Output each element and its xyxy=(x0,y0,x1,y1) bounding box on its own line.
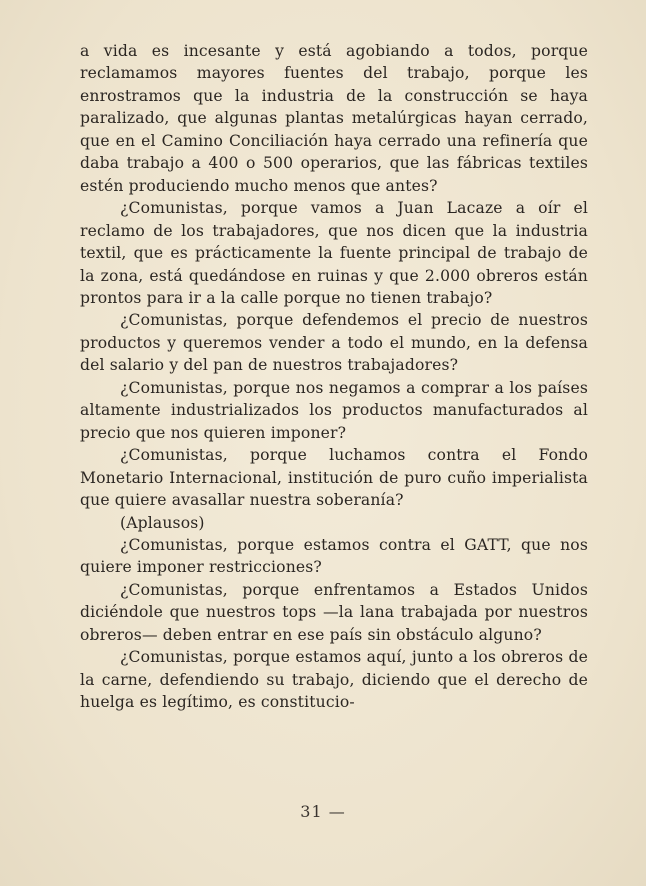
paragraph-7: ¿Comunistas, porque estamos contra el GATT, que nos quiere imponer restricciones? xyxy=(80,535,588,577)
paragraph-2: ¿Comunistas, porque vamos a Juan Lacaze a oír el reclamo de los trabajadores, que nos dicen que la industria textil, que es prácticamente la fuente principal de trabajo de la zona, está quedándose en ruinas y que 2.000 obreros están prontos para ir a la calle porque no tienen trabajo? xyxy=(80,199,588,307)
paragraph-3: ¿Comunistas, porque defendemos el precio de nuestros productos y queremos vender a todo el mundo, en la defensa del salario y del pan de nuestros trabajadores? xyxy=(80,311,588,375)
paragraph-8: ¿Comunistas, porque enfrentamos a Estados Unidos diciéndole que nuestros tops —la lana trabajada por nuestros obreros— deben entrar en ese país sin obstáculo alguno? xyxy=(80,580,588,644)
paragraph-9: ¿Comunistas, porque estamos aquí, junto a los obreros de la carne, defendiendo su trabajo, diciendo que el derecho de huelga es legítimo, es constitucio- xyxy=(80,648,588,712)
body-text xyxy=(80,40,588,714)
page-number: 31 — xyxy=(300,802,346,821)
paragraph-5: ¿Comunistas, porque luchamos contra el Fondo Monetario Internacional, institución de puro cuño imperialista que quiere avasallar nuestra soberanía? xyxy=(80,446,588,510)
paragraph-4: ¿Comunistas, porque nos negamos a comprar a los países altamente industrializados los productos manufacturados al precio que nos quieren imponer? xyxy=(80,378,588,442)
paragraph-1: a vida es incesante y está agobiando a todos, porque reclamamos mayores fuentes del trabajo, porque les enrostramos que la industria de la construcción se haya paralizado, que algunas plantas metalúrgicas hayan cerrado, que en el Camino Conciliación haya cerrado una refinería que daba trabajo a 400 o 500 operarios, que las fábricas textiles estén produciendo mucho menos que antes? xyxy=(80,42,588,195)
paragraph-applause: (Aplausos) xyxy=(120,513,205,532)
